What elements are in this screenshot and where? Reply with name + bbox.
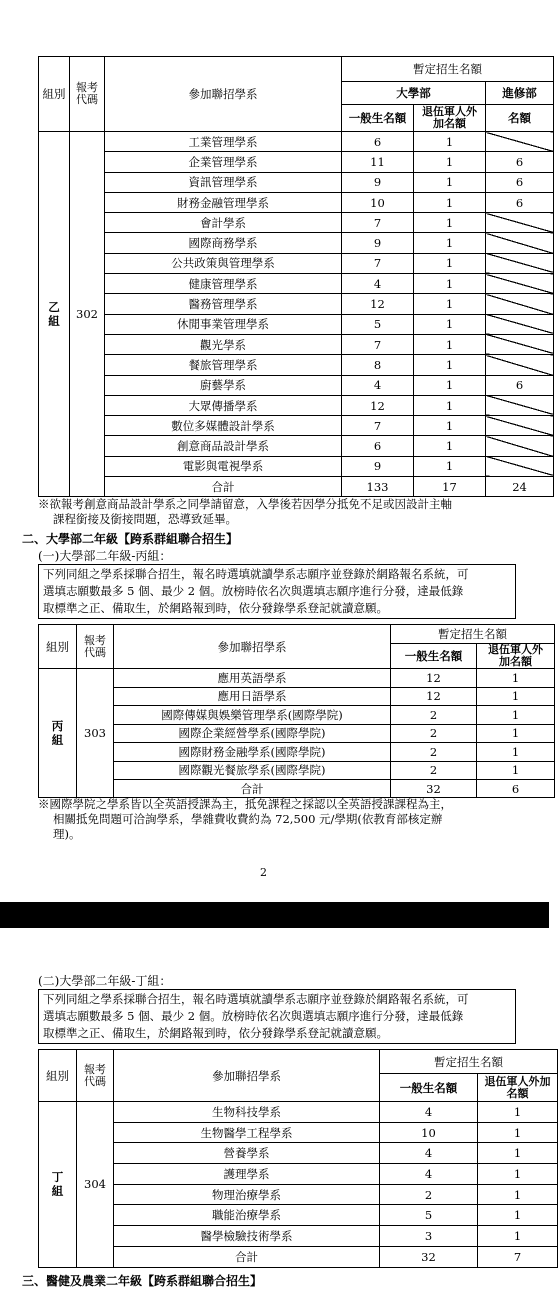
dept-cell: 護理學系 — [114, 1164, 380, 1185]
dept-cell: 觀光學系 — [105, 334, 342, 354]
general-quota-cell: 12 — [391, 669, 477, 688]
header-general: 一般生名額 — [380, 1074, 478, 1102]
continuing-quota-empty — [486, 355, 554, 375]
code-cell: 304 — [77, 1102, 114, 1268]
continuing-quota-empty — [486, 416, 554, 436]
header-continuing-quota: 名額 — [486, 105, 554, 132]
dept-cell: 醫學檢驗技術學系 — [114, 1226, 380, 1247]
general-quota-cell: 4 — [380, 1143, 478, 1164]
general-quota-cell: 4 — [342, 274, 414, 294]
continuing-quota-empty — [486, 395, 554, 415]
dept-cell: 財務金融管理學系 — [105, 192, 342, 212]
table-row — [39, 1205, 558, 1226]
table-bing — [38, 624, 555, 798]
veteran-quota-cell: 1 — [414, 172, 486, 192]
table-row — [39, 669, 555, 688]
veteran-quota-cell: 1 — [414, 192, 486, 212]
section-2-heading: 二、大學部二年級【跨系群組聯合招生】 — [22, 532, 239, 546]
dept-cell: 資訊管理學系 — [105, 172, 342, 192]
table-yi — [38, 56, 554, 497]
note-creative-design: ※欲報考創意商品設計學系之同學請留意，入學後若因學分抵免不足或因設計主軸 課程銜接及銜接問題，恐導致延畢。 — [38, 497, 452, 526]
veteran-quota-cell: 1 — [478, 1205, 558, 1226]
total-general: 133 — [342, 477, 414, 497]
dept-cell: 國際觀光餐旅學系(國際學院) — [114, 761, 391, 780]
note-international-college: ※國際學院之學系皆以全英語授課為主，抵免課程之採認以全英語授課課程為主， 相關抵免問題可洽詢學系，學雜費收費約為 72,500 元/學期(依教育部核定辦 理)。 — [38, 797, 452, 841]
total-veteran: 6 — [477, 780, 555, 798]
header-general: 一般生名額 — [391, 644, 477, 669]
general-quota-cell: 6 — [342, 132, 414, 152]
veteran-quota-cell: 1 — [478, 1143, 558, 1164]
total-label: 合計 — [105, 477, 342, 497]
table-row — [39, 1164, 558, 1185]
general-quota-cell: 12 — [342, 395, 414, 415]
table-row — [39, 334, 554, 354]
page-number: 2 — [260, 866, 267, 879]
table-row — [39, 724, 555, 743]
general-quota-cell: 2 — [391, 761, 477, 780]
table-row — [39, 687, 555, 706]
general-quota-cell: 8 — [342, 355, 414, 375]
table-row — [39, 375, 554, 395]
veteran-quota-cell: 1 — [478, 1226, 558, 1247]
table-row — [39, 1122, 558, 1143]
group-cell: 丁 組 — [39, 1102, 77, 1268]
dept-cell: 電影與電視學系 — [105, 456, 342, 476]
header-veteran: 退伍軍人外加名額 — [478, 1074, 558, 1102]
veteran-quota-cell: 1 — [414, 334, 486, 354]
dept-cell: 職能治療學系 — [114, 1205, 380, 1226]
dept-cell: 國際企業經營學系(國際學院) — [114, 724, 391, 743]
dept-cell: 數位多媒體設計學系 — [105, 416, 342, 436]
general-quota-cell: 10 — [380, 1122, 478, 1143]
continuing-quota-empty — [486, 233, 554, 253]
veteran-quota-cell: 1 — [477, 706, 555, 725]
veteran-quota-cell: 1 — [414, 314, 486, 334]
dept-cell: 醫務管理學系 — [105, 294, 342, 314]
table-row — [39, 213, 554, 233]
general-quota-cell: 9 — [342, 172, 414, 192]
veteran-quota-cell: 1 — [414, 132, 486, 152]
veteran-quota-cell: 1 — [478, 1184, 558, 1205]
table-yi-body — [39, 132, 554, 497]
veteran-quota-cell: 1 — [414, 375, 486, 395]
dept-cell: 物理治療學系 — [114, 1184, 380, 1205]
general-quota-cell: 10 — [342, 192, 414, 212]
table-row — [39, 355, 554, 375]
continuing-quota-empty — [486, 213, 554, 233]
ding-instructions: 下列同組之學系採聯合招生，報名時選填就讀學系志願序並登錄於網路報名系統，可 選填志願數最多 5 個、最少 2 個。放榜時依名次與選填志願序進行分發，達最低錄 取標準之正、備取生，於網路報到時，依分發錄學系登記就讀意願。 — [38, 989, 516, 1044]
table-ding — [38, 1049, 558, 1268]
dept-cell: 國際商務學系 — [105, 233, 342, 253]
general-quota-cell: 12 — [391, 687, 477, 706]
dept-cell: 大眾傳播學系 — [105, 395, 342, 415]
dept-cell: 廚藝學系 — [105, 375, 342, 395]
veteran-quota-cell: 1 — [477, 761, 555, 780]
general-quota-cell: 2 — [380, 1184, 478, 1205]
dept-cell: 會計學系 — [105, 213, 342, 233]
header-dept: 參加聯招學系 — [105, 57, 342, 132]
general-quota-cell: 3 — [380, 1226, 478, 1247]
general-quota-cell: 7 — [342, 213, 414, 233]
table-row — [39, 761, 555, 780]
veteran-quota-cell: 1 — [414, 456, 486, 476]
table-row — [39, 1102, 558, 1123]
general-quota-cell: 7 — [342, 416, 414, 436]
bing-subheading: (一)大學部二年級-丙組： — [38, 549, 172, 563]
general-quota-cell: 9 — [342, 233, 414, 253]
header-quota: 暫定招生名額 — [391, 625, 555, 644]
general-quota-cell: 6 — [342, 436, 414, 456]
group-cell: 乙 組 — [39, 132, 70, 497]
table-row — [39, 706, 555, 725]
header-dept: 參加聯招學系 — [114, 1050, 380, 1102]
veteran-quota-cell: 1 — [414, 213, 486, 233]
continuing-quota-empty — [486, 436, 554, 456]
table-row — [39, 192, 554, 212]
veteran-quota-cell: 1 — [414, 416, 486, 436]
general-quota-cell: 7 — [342, 334, 414, 354]
general-quota-cell: 11 — [342, 152, 414, 172]
dept-cell: 國際財務金融學系(國際學院) — [114, 743, 391, 762]
continuing-quota-cell: 6 — [486, 172, 554, 192]
continuing-quota-empty — [486, 294, 554, 314]
continuing-quota-cell: 6 — [486, 375, 554, 395]
dept-cell: 國際傳媒與娛樂管理學系(國際學院) — [114, 706, 391, 725]
veteran-quota-cell: 1 — [477, 687, 555, 706]
section-3-heading: 三、醫健及農業二年級【跨系群組聯合招生】 — [22, 1274, 263, 1288]
veteran-quota-cell: 1 — [414, 253, 486, 273]
table-row — [39, 436, 554, 456]
dept-cell: 企業管理學系 — [105, 152, 342, 172]
page-2 — [0, 928, 551, 1288]
total-veteran: 17 — [414, 477, 486, 497]
continuing-quota-cell: 6 — [486, 192, 554, 212]
code-cell: 302 — [70, 132, 105, 497]
table-bing-body — [39, 669, 555, 798]
dept-cell: 創意商品設計學系 — [105, 436, 342, 456]
continuing-quota-empty — [486, 132, 554, 152]
total-general: 32 — [391, 780, 477, 798]
general-quota-cell: 2 — [391, 743, 477, 762]
general-quota-cell: 2 — [391, 706, 477, 725]
general-quota-cell: 9 — [342, 456, 414, 476]
total-general: 32 — [380, 1246, 478, 1267]
bing-instructions: 下列同組之學系採聯合招生，報名時選填就讀學系志願序並登錄於網路報名系統，可 選填志願數最多 5 個、最少 2 個。放榜時依名次與選填志願序進行分發，達最低錄 取標準之正、備取生，於網路報到時，依分發錄學系登記就讀意願。 — [38, 564, 516, 619]
total-row — [39, 780, 555, 798]
table-row — [39, 743, 555, 762]
dept-cell: 健康管理學系 — [105, 274, 342, 294]
header-code: 報考代碼 — [70, 57, 105, 132]
general-quota-cell: 4 — [342, 375, 414, 395]
header-group: 組別 — [39, 625, 77, 669]
total-label: 合計 — [114, 780, 391, 798]
header-continuing: 進修部 — [486, 82, 554, 105]
veteran-quota-cell: 1 — [477, 669, 555, 688]
table-row — [39, 172, 554, 192]
continuing-quota-empty — [486, 274, 554, 294]
table-ding-body — [39, 1102, 558, 1268]
veteran-quota-cell: 1 — [477, 743, 555, 762]
table-row — [39, 416, 554, 436]
dept-cell: 公共政策與管理學系 — [105, 253, 342, 273]
header-code: 報考代碼 — [77, 1050, 114, 1102]
continuing-quota-empty — [486, 334, 554, 354]
table-row — [39, 274, 554, 294]
dept-cell: 應用英語學系 — [114, 669, 391, 688]
table-row — [39, 1226, 558, 1247]
continuing-quota-empty — [486, 456, 554, 476]
dept-cell: 應用日語學系 — [114, 687, 391, 706]
total-row — [39, 477, 554, 497]
header-code: 報考代碼 — [77, 625, 114, 669]
veteran-quota-cell: 1 — [478, 1122, 558, 1143]
table-row — [39, 1184, 558, 1205]
veteran-quota-cell: 1 — [414, 233, 486, 253]
total-row — [39, 1246, 558, 1267]
page-gap — [0, 902, 549, 928]
header-group: 組別 — [39, 1050, 77, 1102]
table-row — [39, 294, 554, 314]
general-quota-cell: 4 — [380, 1102, 478, 1123]
general-quota-cell: 5 — [342, 314, 414, 334]
veteran-quota-cell: 1 — [414, 274, 486, 294]
table-row — [39, 395, 554, 415]
veteran-quota-cell: 1 — [478, 1164, 558, 1185]
header-veteran: 退伍軍人外加名額 — [477, 644, 555, 669]
dept-cell: 生物科技學系 — [114, 1102, 380, 1123]
dept-cell: 餐旅管理學系 — [105, 355, 342, 375]
header-dept: 參加聯招學系 — [114, 625, 391, 669]
table-row — [39, 314, 554, 334]
group-cell: 丙 組 — [39, 669, 77, 798]
veteran-quota-cell: 1 — [414, 152, 486, 172]
veteran-quota-cell: 1 — [414, 294, 486, 314]
general-quota-cell: 5 — [380, 1205, 478, 1226]
table-row — [39, 253, 554, 273]
dept-cell: 工業管理學系 — [105, 132, 342, 152]
table-row — [39, 132, 554, 152]
veteran-quota-cell: 1 — [414, 395, 486, 415]
continuing-quota-cell: 6 — [486, 152, 554, 172]
table-row — [39, 456, 554, 476]
continuing-quota-empty — [486, 253, 554, 273]
veteran-quota-cell: 1 — [414, 436, 486, 456]
general-quota-cell: 7 — [342, 253, 414, 273]
header-quota: 暫定招生名額 — [342, 57, 554, 82]
dept-cell: 生物醫學工程學系 — [114, 1122, 380, 1143]
ding-subheading: (二)大學部二年級-丁組： — [38, 974, 172, 988]
veteran-quota-cell: 1 — [414, 355, 486, 375]
total-continuing: 24 — [486, 477, 554, 497]
table-row — [39, 152, 554, 172]
veteran-quota-cell: 1 — [478, 1102, 558, 1123]
header-group: 組別 — [39, 57, 70, 132]
general-quota-cell: 2 — [391, 724, 477, 743]
general-quota-cell: 12 — [342, 294, 414, 314]
dept-cell: 營養學系 — [114, 1143, 380, 1164]
total-veteran: 7 — [478, 1246, 558, 1267]
dept-cell: 休閒事業管理學系 — [105, 314, 342, 334]
total-label: 合計 — [114, 1246, 380, 1267]
header-veteran: 退伍軍人外加名額 — [414, 105, 486, 132]
header-university: 大學部 — [342, 82, 486, 105]
veteran-quota-cell: 1 — [477, 724, 555, 743]
continuing-quota-empty — [486, 314, 554, 334]
general-quota-cell: 4 — [380, 1164, 478, 1185]
table-row — [39, 233, 554, 253]
header-quota: 暫定招生名額 — [380, 1050, 558, 1074]
header-general: 一般生名額 — [342, 105, 414, 132]
table-row — [39, 1143, 558, 1164]
code-cell: 303 — [77, 669, 114, 798]
